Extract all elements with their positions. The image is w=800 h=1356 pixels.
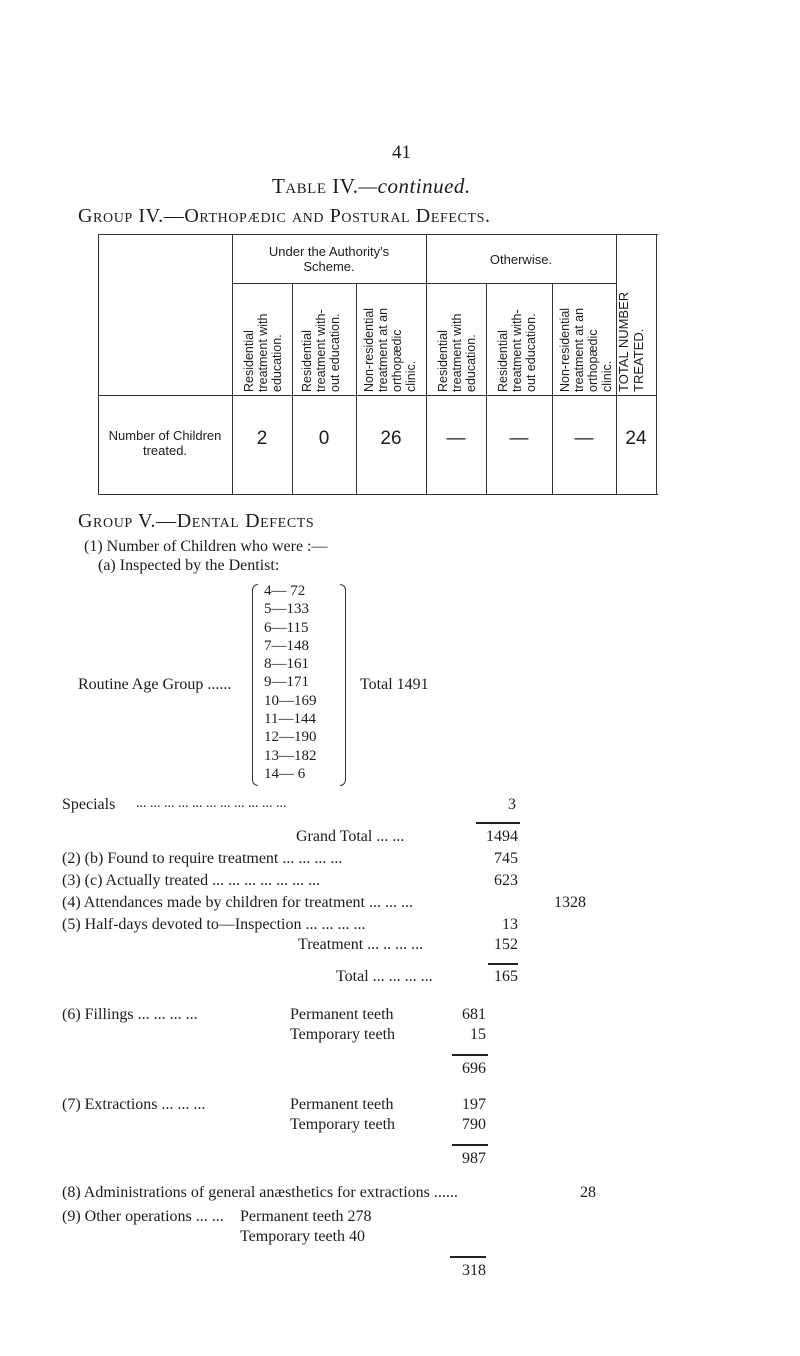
header-otherwise: Otherwise. xyxy=(489,252,553,267)
list-item: 14— 6 xyxy=(264,765,306,782)
table-cell: — xyxy=(574,428,594,449)
item-6-permanent-value: 681 xyxy=(462,1006,486,1023)
right-brace xyxy=(340,584,346,786)
item-9-temporary: Temporary teeth 40 xyxy=(240,1228,366,1245)
table-cell: 26 xyxy=(380,428,402,449)
item-4-value: 1328 xyxy=(554,894,586,911)
rule xyxy=(452,1144,488,1146)
group5-heading: Group V.—Dental Defects xyxy=(78,510,315,532)
col-non-residential-clinic-1: Non-residential treatment at an orthopædic clinic. xyxy=(362,307,418,392)
item-5-total-label: Total ... ... ... ... xyxy=(336,968,433,985)
rule xyxy=(476,822,520,824)
item-6-total: 696 xyxy=(462,1060,486,1077)
list-item: 8—161 xyxy=(264,656,309,673)
item-6: (6) Fillings ... ... ... ... xyxy=(62,1006,198,1023)
table-cell: 0 xyxy=(318,428,330,449)
header-authority-scheme: Under the Authority's Scheme. xyxy=(268,244,390,274)
item-3-value: 623 xyxy=(494,872,518,889)
item-5-total-value: 165 xyxy=(494,968,518,985)
item-2-value: 745 xyxy=(494,850,518,867)
item-6-permanent: Permanent teeth xyxy=(290,1006,394,1023)
item-2: (2) (b) Found to require treatment ... ... ... ... xyxy=(62,850,343,867)
item-1: (1) Number of Children who were :— xyxy=(84,538,328,555)
list-item: 11—144 xyxy=(264,711,316,728)
item-6-temporary-value: 15 xyxy=(470,1026,486,1043)
item-7: (7) Extractions ... ... ... xyxy=(62,1096,206,1113)
item-9-total: 318 xyxy=(462,1262,486,1279)
grand-total-label: Grand Total ... ... xyxy=(296,828,405,845)
item-7-permanent: Permanent teeth xyxy=(290,1096,394,1113)
left-brace xyxy=(252,584,258,786)
table-title-suffix: —continued. xyxy=(358,174,471,198)
item-7-total: 987 xyxy=(462,1150,486,1167)
item-3: (3) (c) Actually treated ... ... ... ... ... ... ... xyxy=(62,872,321,889)
item-5b-value: 152 xyxy=(494,936,518,953)
list-item: 4— 72 xyxy=(264,583,306,599)
item-9: (9) Other operations ... ... xyxy=(62,1208,224,1225)
list-item: 7—148 xyxy=(264,637,309,654)
table-cell: — xyxy=(446,428,466,449)
item-5: (5) Half-days devoted to—Inspection ... ... ... ... xyxy=(62,916,366,933)
list-item: 10—169 xyxy=(264,692,317,709)
col-residential-with-education-1: Residential treatment with education. xyxy=(242,313,284,392)
item-7-temporary-value: 790 xyxy=(462,1116,486,1133)
list-item: 12—190 xyxy=(264,729,317,746)
header-total-number-treated: TOTAL NUMBER TREATED. xyxy=(616,291,646,392)
table-cell-total: 24 xyxy=(625,428,647,449)
table-title xyxy=(272,174,471,199)
item-6-temporary: Temporary teeth xyxy=(290,1026,396,1043)
table-title-main: Table IV. xyxy=(272,174,359,198)
col-residential-without-education-1: Residential treatment with- out education. xyxy=(300,309,342,392)
list-item: 13—182 xyxy=(264,747,317,764)
group4-heading: Group IV.—Orthopædic and Postural Defects. xyxy=(78,205,491,227)
rule xyxy=(452,1054,488,1056)
page-number: 41 xyxy=(392,142,411,163)
table-cell: — xyxy=(509,428,529,449)
specials-label: Specials xyxy=(62,796,116,813)
col-residential-with-education-2: Residential treatment with education. xyxy=(436,313,478,392)
routine-age-group-label: Routine Age Group ...... xyxy=(78,676,232,693)
item-8-value: 28 xyxy=(580,1184,596,1201)
list-item: 6—115 xyxy=(264,619,309,636)
item-7-temporary: Temporary teeth xyxy=(290,1116,396,1133)
row-label: Number of Children treated. xyxy=(108,428,222,458)
specials-value: 3 xyxy=(508,796,516,813)
routine-total: Total 1491 xyxy=(360,676,429,693)
list-item: 5—133 xyxy=(264,601,309,618)
grand-total-value: 1494 xyxy=(486,828,518,845)
col-non-residential-clinic-2: Non-residential treatment at an orthopædic clinic. xyxy=(558,307,614,392)
table-cell: 2 xyxy=(256,428,268,449)
item-1a: (a) Inspected by the Dentist: xyxy=(98,557,280,574)
rule xyxy=(488,963,518,965)
item-9-permanent: Permanent teeth 278 xyxy=(240,1208,372,1225)
item-5b: Treatment ... .. ... ... xyxy=(298,936,424,953)
item-8: (8) Administrations of general anæsthetics for extractions ...... xyxy=(62,1184,458,1201)
col-residential-without-education-2: Residential treatment with- out education. xyxy=(496,309,538,392)
item-5-value: 13 xyxy=(502,916,518,933)
item-4: (4) Attendances made by children for treatment ... ... ... xyxy=(62,894,413,911)
item-7-permanent-value: 197 xyxy=(462,1096,486,1113)
specials-leader: ... ... ... ... ... ... ... ... ... ... ... xyxy=(136,796,287,811)
rule xyxy=(450,1256,486,1258)
age-group-list xyxy=(264,582,317,783)
list-item: 9—171 xyxy=(264,674,309,691)
